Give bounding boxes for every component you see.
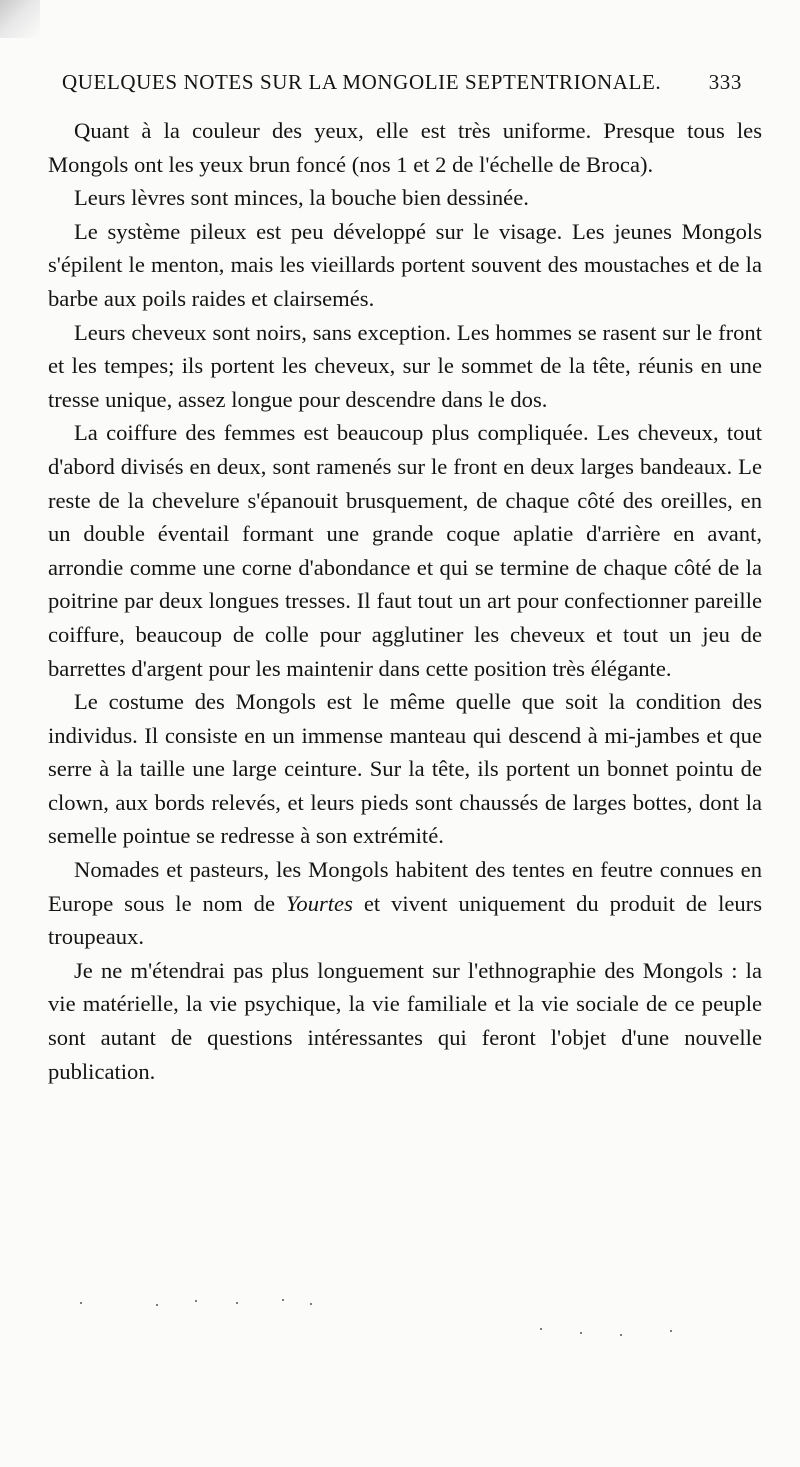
paragraph-nomads (48, 853, 762, 954)
speck (195, 1300, 197, 1302)
speck (282, 1299, 284, 1301)
running-header-title: QUELQUES NOTES SUR LA MONGOLIE SEPTENTRIONALE. (62, 70, 662, 94)
body-text (48, 114, 762, 1088)
speck (156, 1304, 158, 1306)
paragraph-eye-color: Quant à la couleur des yeux, elle est très uniforme. Presque tous les Mongols ont les yeux brun foncé (nos 1 et 2 de l'échelle de Broca). (48, 118, 762, 177)
paragraph-conclusion: Je ne m'étendrai pas plus longuement sur l'ethnographie des Mongols : la vie matérielle, la vie psychique, la vie familiale et la vie sociale de ce peuple sont autant de questions intéressantes qui feront l'objet d'une nouvelle publication. (48, 957, 762, 1084)
paragraph-men-hair: Leurs cheveux sont noirs, sans exception. Les hommes se rasent sur le front et les tempes; ils portent les cheveux, sur le sommet de la tête, réunis en une tresse unique, assez longue pour descendre dans le dos. (48, 319, 762, 412)
paragraph-lips: Leurs lèvres sont minces, la bouche bien dessinée. (74, 185, 529, 211)
paragraph-costume: Le costume des Mongols est le même quelle que soit la condition des individus. Il consiste en un immense manteau qui descend à mi-jambes et que serre à la taille une large ceinture. Sur la tête, ils portent un bonnet pointu de clown, aux bords relevés, et leurs pieds sont chaussés de larges bottes, dont la semelle pointue se redresse à son extrémité. (48, 689, 762, 849)
page-number: 333 (708, 70, 742, 94)
paragraph-nomads-end: et vivent uniquement du produit de leurs troupeaux. (48, 890, 762, 950)
scan-edge-shadow (0, 0, 40, 38)
speck (540, 1328, 542, 1330)
paragraph-nomads-start: Nomades et pasteurs, les Mongols habitent des tentes en feutre connues en Europe sous le nom de (48, 857, 762, 916)
speck (80, 1302, 82, 1304)
paragraph-women-hairstyle: La coiffure des femmes est beaucoup plus compliquée. Les cheveux, tout d'abord divisés en deux, sont ramenés sur le front en deux larges bandeaux. Le reste de la chevelure s'épanouit brusquement, de chaque côté des oreilles, en un double éventail formant une grande coque aplatie d'arrière en avant, arrondie comme une corne d'abondance et qui se termine de chaque côté de la poitrine par deux longues tresses. Il faut tout un art pour confectionner pareille coiffure, beaucoup de colle pour agglutiner les cheveux et tout un jeu de barrettes d'argent pour les maintenir dans cette position très élégante. (48, 420, 762, 681)
speck (236, 1302, 238, 1304)
scan-specks (60, 1290, 760, 1350)
yourtes-term: Yourtes (285, 890, 353, 916)
speck (580, 1332, 582, 1334)
speck (310, 1303, 312, 1305)
speck (620, 1334, 622, 1336)
paragraph-hair-system: Le système pileux est peu développé sur le visage. Les jeunes Mongols s'épilent le menton, mais les vieillards portent souvent des moustaches et de la barbe aux poils raides et clairsemés. (48, 218, 762, 311)
speck (670, 1330, 672, 1332)
